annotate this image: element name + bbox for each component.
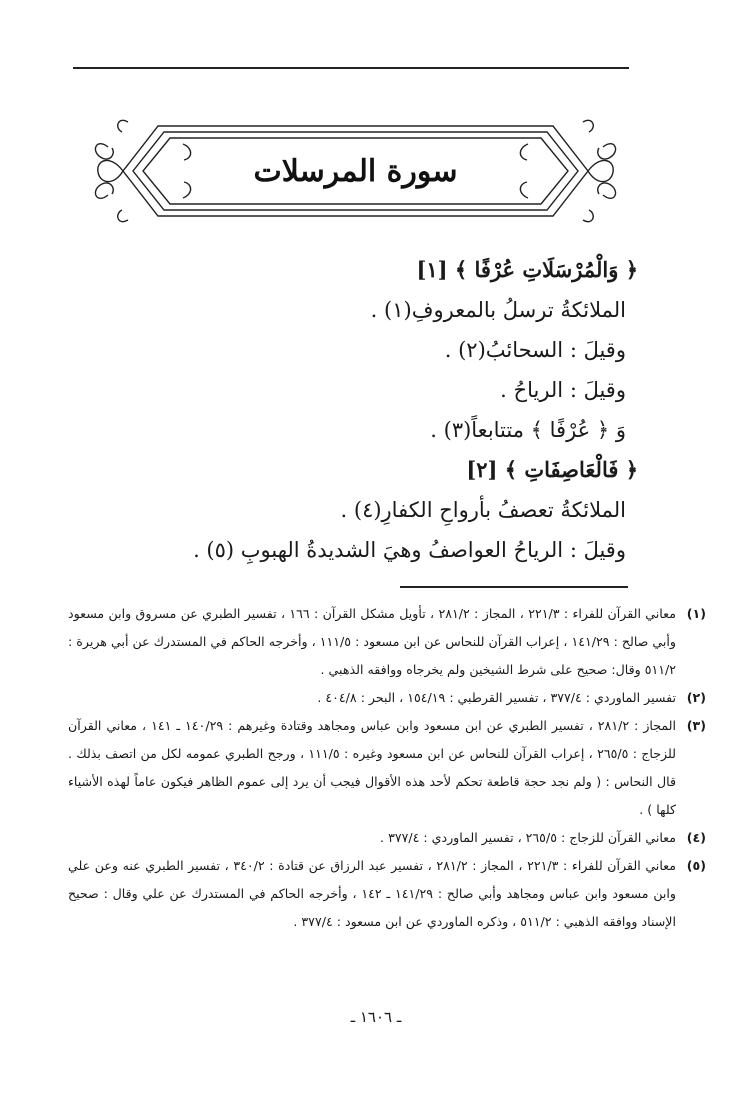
footnote <box>68 712 706 824</box>
verse-line: ﴿ فَالْعَاصِفَاتِ ﴾ [٢] <box>466 457 638 482</box>
commentary-line: وقيلَ : الرياحُ . <box>500 378 626 402</box>
footnote <box>68 852 706 936</box>
footnote-text: معاني القرآن للفراء : ٢٢١/٣ ، المجاز : ٢٨١/٢ ، تفسير عبد الرزاق عن قتادة : ٣٤٠/٢ ، تفسير الطبري عنه وعن علي وابن مسعود وابن عباس ومجاهد وأبي صالح : ١٤١/٢٩ ـ ١٤٢ ، وأخرجه الحاكم في المستدرك عن علي وقال : صحيح الإسناد ووافقه الذهبي : ٥١١/٢ ، وذكره الماوردي عن ابن مسعود : ٣٧٧/٤ . <box>68 858 676 929</box>
footnote-number: (٣) <box>686 718 706 733</box>
footnote-number: (١) <box>686 606 706 621</box>
commentary-line: الملائكةُ تعصفُ بأرواحِ الكفارِ(٤) . <box>340 498 626 522</box>
page-number: ـ ١٦٠٦ ـ <box>350 1008 402 1026</box>
surah-banner <box>88 112 623 230</box>
footnote-separator <box>400 586 628 588</box>
surah-title: سورة المرسلات <box>253 154 458 189</box>
footnote <box>68 824 706 852</box>
footnote <box>68 600 706 684</box>
verse-line: ﴿ وَالْمُرْسَلَاتِ عُرْفًا ﴾ [١] <box>416 257 638 282</box>
footnote-number: (٢) <box>686 690 706 705</box>
footnote <box>68 684 706 712</box>
main-text <box>90 250 638 570</box>
commentary-line: وَ ﴿ عُرْفًا ﴾ متتابعاً(٣) . <box>430 418 626 442</box>
commentary-line: وقيلَ : الرياحُ العواصفُ وهيَ الشديدةُ الهبوبِ (٥) . <box>193 538 626 562</box>
footnotes <box>68 600 706 936</box>
footnote-text: معاني القرآن للزجاج : ٢٦٥/٥ ، تفسير الماوردي : ٣٧٧/٤ . <box>380 830 676 845</box>
footnote-text: تفسير الماوردي : ٣٧٧/٤ ، تفسير القرطبي : ١٥٤/١٩ ، البحر : ٤٠٤/٨ . <box>317 690 676 705</box>
commentary-line: وقيلَ : السحائبُ(٢) . <box>444 338 626 362</box>
footnote-text: معاني القرآن للفراء : ٢٢١/٣ ، المجاز : ٢٨١/٢ ، تأويل مشكل القرآن : ١٦٦ ، تفسير الطبري عن مسروق وابن مسعود وأبي صالح : ١٤١/٢٩ ، إعراب القرآن للنحاس عن ابن مسعود : ١١١/٥ ، وأخرجه الحاكم في المستدرك عن أبي هريرة : ٥١١/٢ وقال: صحيح على شرط الشيخين ولم يخرجاه ووافقه الذهبي . <box>68 606 676 677</box>
footnote-number: (٥) <box>686 858 706 873</box>
footnote-text: المجاز : ٢٨١/٢ ، تفسير الطبري عن ابن مسعود وابن عباس ومجاهد وقتادة وغيرهم : ١٤٠/٢٩ ـ ١٤١ ، معاني القرآن للزجاج : ٢٦٥/٥ ، إعراب القرآن للنحاس عن ابن مسعود وغيره : ١١١/٥ ، ورجح الطبري عمومه لكل من اتصف بذلك . قال النحاس : ( ولم نجد حجة قاطعة تحكم لأحد هذه الأقوال فيجب أن يرد إلى عموم الظاهر فيكون عاماً لهذه الأشياء كلها ) . <box>68 718 676 817</box>
footnote-number: (٤) <box>686 830 706 845</box>
commentary-line: الملائكةُ ترسلُ بالمعروفِ(١) . <box>370 298 626 322</box>
top-rule <box>73 67 629 69</box>
